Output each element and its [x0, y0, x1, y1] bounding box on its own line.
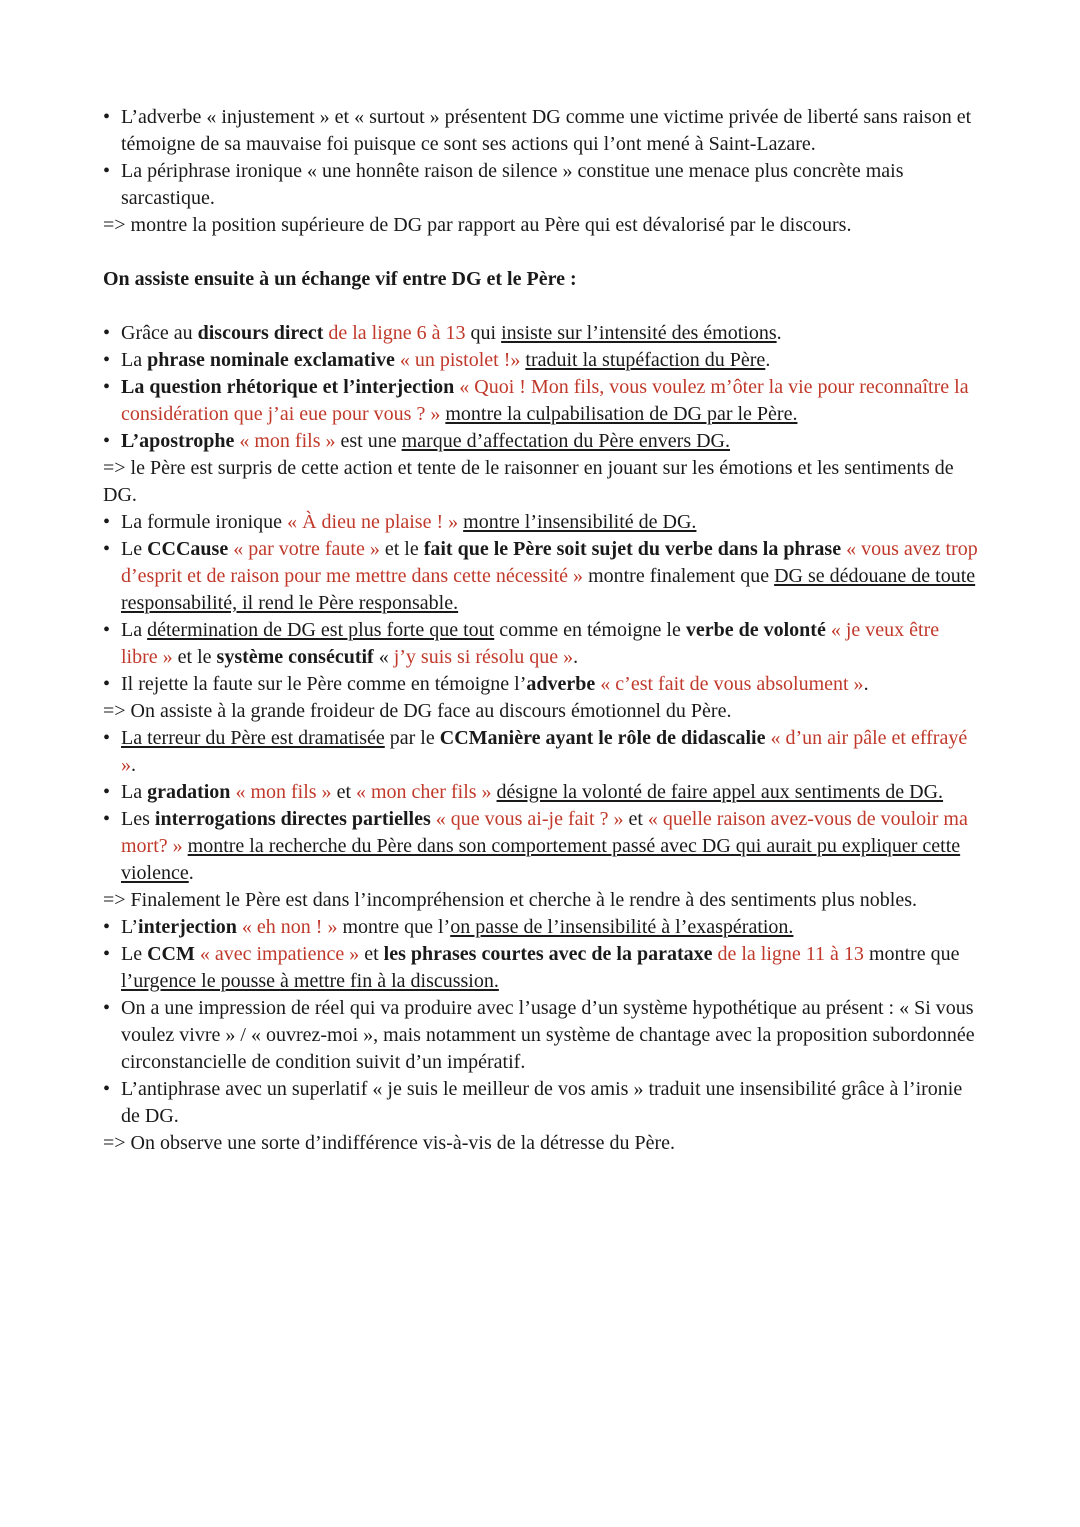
underlined-analysis: marque d’affectation du Père envers DG.: [401, 430, 730, 452]
bold-term: L’apostrophe: [121, 430, 235, 452]
text-segment: L’antiphrase avec un superlatif « je suis le meilleur de vos amis » traduit une insensibilité grâce à l’ironie de DG.: [121, 1078, 963, 1127]
text-segment: «: [373, 646, 394, 668]
bold-term: interjection: [138, 916, 237, 938]
bullet-item: [103, 509, 980, 536]
bold-term: interrogations directes partielles: [154, 808, 431, 830]
text-segment: Il rejette la faute sur le Père comme en témoigne l’: [121, 673, 527, 695]
bold-term: système consécutif: [216, 646, 374, 668]
text-segment: et: [623, 808, 648, 830]
bullet-item: [103, 1076, 980, 1130]
bullet-item: [103, 806, 980, 887]
text-segment: => montre la position supérieure de DG par rapport au Père qui est dévalorisé par le discours.: [103, 214, 852, 236]
bold-term: les phrases courtes avec de la parataxe: [383, 943, 713, 965]
underlined-analysis: on passe de l’insensibilité à l’exaspération.: [450, 916, 794, 938]
quoted-citation: « vous avez trop d’esprit et de raison pour me mettre dans cette nécessité »: [121, 538, 978, 587]
bold-term: adverbe: [526, 673, 596, 695]
bullet-item: [103, 320, 980, 347]
underlined-analysis: montre la culpabilisation de DG par le Père.: [445, 403, 798, 425]
quoted-citation: de la ligne 6 à 13: [323, 322, 466, 344]
text-segment: .: [765, 349, 771, 371]
text-segment: .: [776, 322, 782, 344]
underlined-analysis: montre la recherche du Père dans son comportement passé avec DG qui aurait pu expliquer cette violence: [121, 835, 961, 884]
text-segment: => le Père est surpris de cette action et tente de le raisonner en jouant sur les émotions et les sentiments de DG.: [103, 457, 954, 506]
quoted-citation: j’y suis si résolu que »: [393, 646, 574, 668]
bold-term: CCM: [147, 943, 195, 965]
text-line: [103, 455, 980, 509]
text-segment: montre que l’: [337, 916, 451, 938]
text-segment: On a une impression de réel qui va produire avec l’usage d’un système hypothétique au présent : « Si vous voulez vivre » / « ouvrez-moi », mais notamment un système de chantage avec la proposition subordonnée circonstancielle de condition suivit d’un impératif.: [121, 997, 975, 1073]
text-segment: La: [121, 781, 148, 803]
bullet-item: [103, 779, 980, 806]
underlined-analysis: détermination de DG est plus forte que tout: [147, 619, 495, 641]
underlined-analysis: traduit la stupéfaction du Père: [525, 349, 766, 371]
text-segment: => On assiste à la grande froideur de DG face au discours émotionnel du Père.: [103, 700, 732, 722]
text-segment: => Finalement le Père est dans l’incompréhension et cherche à le rendre à des sentiments plus nobles.: [103, 889, 917, 911]
text-line: [103, 1130, 980, 1157]
bullet-item: [103, 725, 980, 779]
text-line: [103, 698, 980, 725]
bullet-item: [103, 104, 980, 158]
bullet-item: [103, 617, 980, 671]
bullet-item: [103, 671, 980, 698]
bold-term: On assiste ensuite à un échange vif entre DG et le Père :: [103, 268, 577, 290]
quoted-citation: de la ligne 11 à 13: [712, 943, 864, 965]
text-segment: La: [121, 349, 148, 371]
document-body: [103, 104, 980, 1157]
quoted-citation: « je veux être libre »: [121, 619, 940, 668]
quoted-citation: « que vous ai-je fait ? »: [430, 808, 624, 830]
text-segment: => On observe une sorte d’indifférence vis-à-vis de la détresse du Père.: [103, 1132, 675, 1154]
text-segment: Grâce au: [121, 322, 198, 344]
bold-term: gradation: [147, 781, 231, 803]
bullet-item: [103, 536, 980, 617]
text-segment: .: [573, 646, 579, 668]
paragraph-spacer: [103, 239, 980, 266]
quoted-citation: « quelle raison avez-vous de vouloir ma mort? »: [121, 808, 968, 857]
text-segment: .: [131, 754, 136, 776]
quoted-citation: « mon fils »: [230, 781, 332, 803]
underlined-analysis: désigne la volonté de faire appel aux sentiments de DG.: [496, 781, 944, 803]
underlined-analysis: La terreur du Père est dramatisée: [121, 727, 385, 749]
text-segment: Les: [121, 808, 155, 830]
text-segment: L’adverbe « injustement » et « surtout » présentent DG comme une victime privée de liberté sans raison et témoigne de sa mauvaise foi puisque ce sont ses actions qui l’ont mené à Saint-Lazare.: [121, 106, 972, 155]
text-segment: Le: [121, 538, 148, 560]
text-segment: et: [359, 943, 384, 965]
quoted-citation: « avec impatience »: [194, 943, 360, 965]
text-segment: La: [121, 619, 148, 641]
text-segment: et: [331, 781, 356, 803]
text-line: [103, 887, 980, 914]
text-segment: comme en témoigne le: [494, 619, 686, 641]
bold-term: La question rhétorique et l’interjection: [121, 376, 455, 398]
bold-term: discours direct: [197, 322, 324, 344]
bullet-item: [103, 428, 980, 455]
quoted-citation: « un pistolet !»: [394, 349, 521, 371]
text-line: [103, 212, 980, 239]
bullet-item: [103, 374, 980, 428]
bullet-item: [103, 347, 980, 374]
text-segment: L’: [121, 916, 139, 938]
quoted-citation: « c’est fait de vous absolument »: [595, 673, 864, 695]
quoted-citation: « À dieu ne plaise ! »: [287, 511, 459, 533]
text-segment: et le: [172, 646, 217, 668]
quoted-citation: « d’un air pâle et effrayé »: [121, 727, 968, 776]
text-segment: La formule ironique: [121, 511, 288, 533]
quoted-citation: « mon cher fils »: [356, 781, 492, 803]
text-segment: .: [863, 673, 869, 695]
text-line: [103, 266, 980, 293]
text-segment: par le: [384, 727, 440, 749]
bold-term: verbe de volonté: [685, 619, 826, 641]
quoted-citation: « Quoi ! Mon fils, vous voulez m’ôter la vie pour reconnaître la considération que j’ai eue pour vous ? »: [121, 376, 969, 425]
underlined-analysis: l’urgence le pousse à mettre fin à la discussion.: [121, 970, 499, 992]
bullet-item: [103, 158, 980, 212]
text-segment: qui: [465, 322, 502, 344]
text-segment: montre que: [863, 943, 960, 965]
quoted-citation: « eh non ! »: [236, 916, 338, 938]
underlined-analysis: montre l’insensibilité de DG.: [463, 511, 697, 533]
text-segment: et le: [379, 538, 424, 560]
bold-term: fait que le Père soit sujet du verbe dans la phrase: [423, 538, 842, 560]
text-segment: Le: [121, 943, 148, 965]
paragraph-spacer: [103, 293, 980, 320]
quoted-citation: « mon fils »: [234, 430, 336, 452]
bullet-item: [103, 941, 980, 995]
bold-term: CCCause: [147, 538, 229, 560]
text-segment: montre finalement que: [583, 565, 775, 587]
bold-term: phrase nominale exclamative: [147, 349, 395, 371]
bold-term: CCManière ayant le rôle de didascalie: [439, 727, 766, 749]
text-segment: La périphrase ironique « une honnête raison de silence » constitue une menace plus concrète mais sarcastique.: [121, 160, 904, 209]
text-segment: .: [188, 862, 194, 884]
text-segment: est une: [335, 430, 402, 452]
bullet-item: [103, 995, 980, 1076]
bullet-item: [103, 914, 980, 941]
quoted-citation: « par votre faute »: [228, 538, 380, 560]
underlined-analysis: insiste sur l’intensité des émotions: [501, 322, 777, 344]
underlined-analysis: DG se dédouane de toute responsabilité, il rend le Père responsable.: [121, 565, 976, 614]
